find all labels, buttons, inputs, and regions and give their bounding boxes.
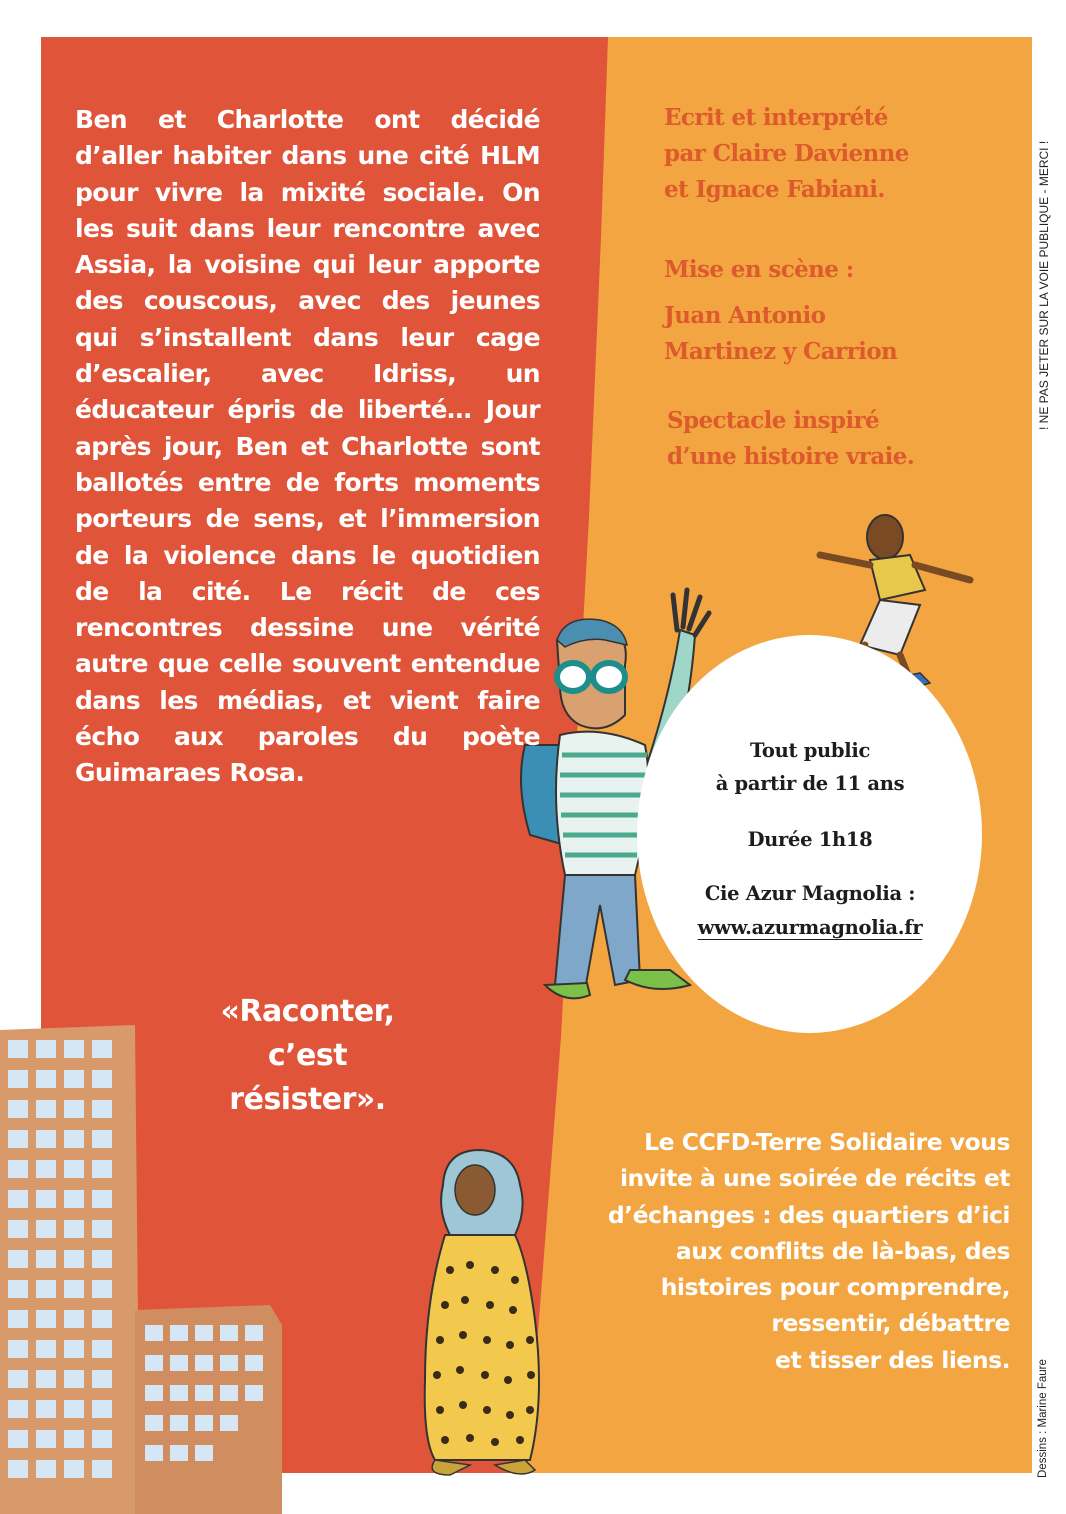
writers-credit: Ecrit et interprété par Claire Davienne et Ignace Fabiani.: [664, 104, 909, 203]
director-credit: Juan Antonio Martinez y Carrion: [664, 302, 898, 365]
staging-label: Mise en scène :: [664, 256, 854, 283]
quote: [190, 990, 425, 1122]
no-littering-notice: ! NE PAS JETER SUR LA VOIE PUBLIQUE - MERCI !: [1037, 140, 1051, 430]
duration-info: Durée 1h18: [747, 828, 873, 851]
inspired-note: Spectacle inspiré d’une histoire vraie.: [667, 407, 915, 470]
company-website-link[interactable]: www.azurmagnolia.fr: [697, 916, 923, 939]
quote-line: «Raconter,: [220, 994, 395, 1029]
illustrator-credit: Dessins : Marine Faure: [1037, 1359, 1049, 1478]
invitation-text: Le CCFD-Terre Solidaire vous invite à une soirée de récits et d’échanges : des quartiers d’ici aux conflits de là-bas, des histoires pour comprendre, ressentir, débattre et tisser des liens.: [607, 1128, 1010, 1374]
synopsis-text: Ben et Charlotte ont décidé d’aller habiter dans une cité HLM pour vivre la mixité sociale. On les suit dans leur rencontre avec Assia, la voisine qui leur apporte des couscous, avec des jeunes qui s’installent dans leur cage d’escalier, avec Idriss, un éducateur épris de liberté… Jour après jour, Ben et Charlotte sont ballotés entre de forts moments porteurs de sens, et l’immersion de la violence dans le quotidien de la cité. Le récit de ces rencontres dessine une vérité autre que celle souvent entendue dans les médias, et vient faire écho aux paroles du poète Guimaraes Rosa.: [75, 105, 540, 788]
quote-line: résister».: [229, 1082, 386, 1117]
quote-line: c’est: [267, 1038, 348, 1073]
company-name: Cie Azur Magnolia :: [704, 882, 916, 905]
audience-info: Tout public à partir de 11 ans: [715, 739, 905, 795]
